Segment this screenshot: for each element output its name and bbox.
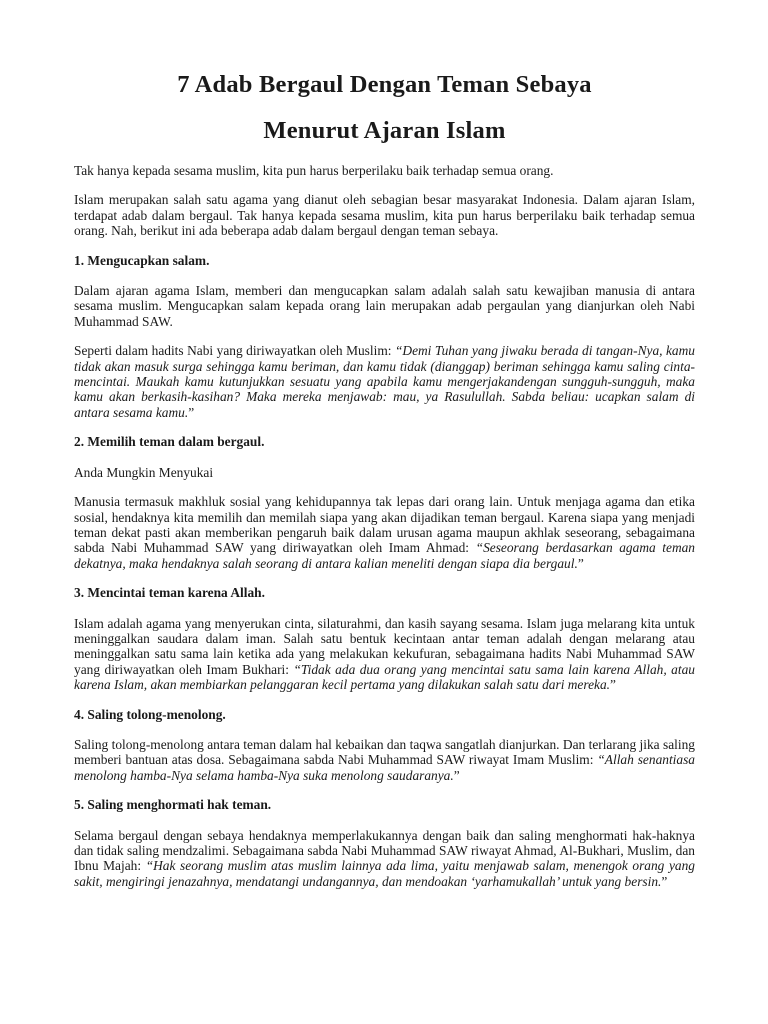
islam-paragraph: Islam merupakan salah satu agama yang dianut oleh sebagian besar masyarakat Indonesia. Dalam ajaran Islam, terdapat adab dalam bergaul. Tak hanya kepada sesama muslim, kita pun harus berperilaku baik terhadap semua orang. Nah, berikut ini ada beberapa adab dalam bergaul dengan teman sebaya. — [74, 192, 695, 239]
related-aside[interactable]: Anda Mungkin Menyukai — [74, 464, 214, 480]
hadith-quote: “Demi Tuhan yang jiwaku berada di tangan-Nya, kamu tidak akan masuk surga sehingga kamu beriman, dan kamu tidak (dianggap) beriman sehingga kamu saling cinta-mencintai. Maukah kamu kutunjukkan sesuatu yang apabila kamu mengerjakandengan sungguh-sungguh, maka kamu akan berkasih-kasihan? Maka mereka menjawab: mau, ya Rasulullah. Sabda beliau: ucapkan salam di antara sesama kamu. — [74, 343, 695, 420]
section-5-paragraph — [74, 828, 695, 890]
section-2-text: Manusia termasuk makhluk sosial yang kehidupannya tak lepas dari orang lain. Untuk menjaga agama dan etika sosial, hendaknya kita memilih dan memilah siapa yang akan dijadikan teman bergaul. Karena siapa yang menjadi teman dekat pasti akan memberikan pengaruh baik dalam urusan agama maupun akhlak seseorang, sebagaimana sabda Nabi Muhammad SAW yang diriwayatkan oleh Imam Ahmad: — [74, 494, 695, 556]
hadith-quote: “Seseorang berdasarkan agama teman dekatnya, maka hendaknya salah seorang di antara kalian meneliti dengan siapa dia bergaul. — [74, 540, 696, 571]
section-heading-4: 4. Saling tolong-menolong. — [74, 706, 226, 722]
quote-close: ” — [610, 677, 616, 693]
quote-close: ” — [661, 873, 668, 889]
section-4-text: Saling tolong-menolong antara teman dalam hal kebaikan dan taqwa sangatlah dianjurkan. Dan terlarang jika saling memberi bantuan atas dosa. Sebagaimana sabda Nabi Muhammad SAW riwayat Imam Muslim: — [74, 736, 695, 768]
quote-close: ” — [188, 404, 195, 420]
section-1-paragraph-2 — [74, 343, 695, 420]
section-2-paragraph — [74, 494, 695, 571]
section-heading-2: 2. Memilih teman dalam bergaul. — [74, 434, 265, 450]
section-heading-5: 5. Saling menghormati hak teman. — [74, 797, 272, 813]
title-line-1: 7 Adab Bergaul Dengan Teman Sebaya — [177, 71, 592, 98]
intro-paragraph: Tak hanya kepada sesama muslim, kita pun harus berperilaku baik terhadap semua orang. — [74, 163, 554, 178]
hadith-quote: “Hak seorang muslim atas muslim lainnya ada lima, yaitu menjawab salam, menengok orang yang sakit, mengiringi jenazahnya, mendatangi undangannya, dan mendoakan ‘yarhamukallah’ untuk yang bersin. — [74, 858, 695, 889]
title-line-2: Menurut Ajaran Islam — [263, 117, 506, 144]
section-heading-1: 1. Mengucapkan salam. — [74, 252, 210, 268]
hadith-quote: “Allah senantiasa menolong hamba-Nya selama hamba-Nya suka menolong saudaranya. — [74, 752, 696, 783]
quote-close: ” — [577, 555, 584, 571]
section-4-paragraph — [74, 737, 695, 783]
section-heading-3: 3. Mencintai teman karena Allah. — [74, 585, 265, 601]
quote-close: ” — [453, 767, 460, 783]
section-1-paragraph-1: Dalam ajaran agama Islam, memberi dan mengucapkan salam adalah salah satu kewajiban manusia di antara sesama muslim. Mengucapkan salam kepada orang lain merupakan adab pergaulan yang dianjurkan oleh Nabi Muhammad SAW. — [74, 283, 695, 329]
section-3-paragraph — [74, 616, 695, 693]
document-body — [74, 163, 695, 889]
hadith-intro: Seperti dalam hadits Nabi yang diriwayatkan oleh Muslim: — [74, 343, 395, 359]
section-3-text: Islam adalah agama yang menyerukan cinta, silaturahmi, dan kasih sayang sesama. Islam juga melarang kita untuk meninggalkan saudara dalam iman. Salah satu bentuk kecintaan antar teman adalah dengan melarang atau meninggalkan satu sama lain ketika ada yang melakukan kekufuran, sebagaimana hadits Nabi Muhammad SAW yang diriwayatkan oleh Imam Bukhari: — [74, 615, 695, 677]
document-title — [74, 62, 695, 154]
section-5-text: Selama bergaul dengan sebaya hendaknya memperlakukannya dengan baik dan saling menghormati hak-haknya dan tidak saling mendzalimi. Sebagaimana sabda Nabi Muhammad SAW riwayat Ahmad, Al-Bukhari, Muslim, dan Ibnu Majah: — [74, 827, 695, 874]
hadith-quote: “Tidak ada dua orang yang mencintai satu sama lain karena Allah, atau karena Islam, akan membiarkan pelanggaran kecil pertama yang dilakukan salah satu dari mereka. — [74, 661, 695, 693]
